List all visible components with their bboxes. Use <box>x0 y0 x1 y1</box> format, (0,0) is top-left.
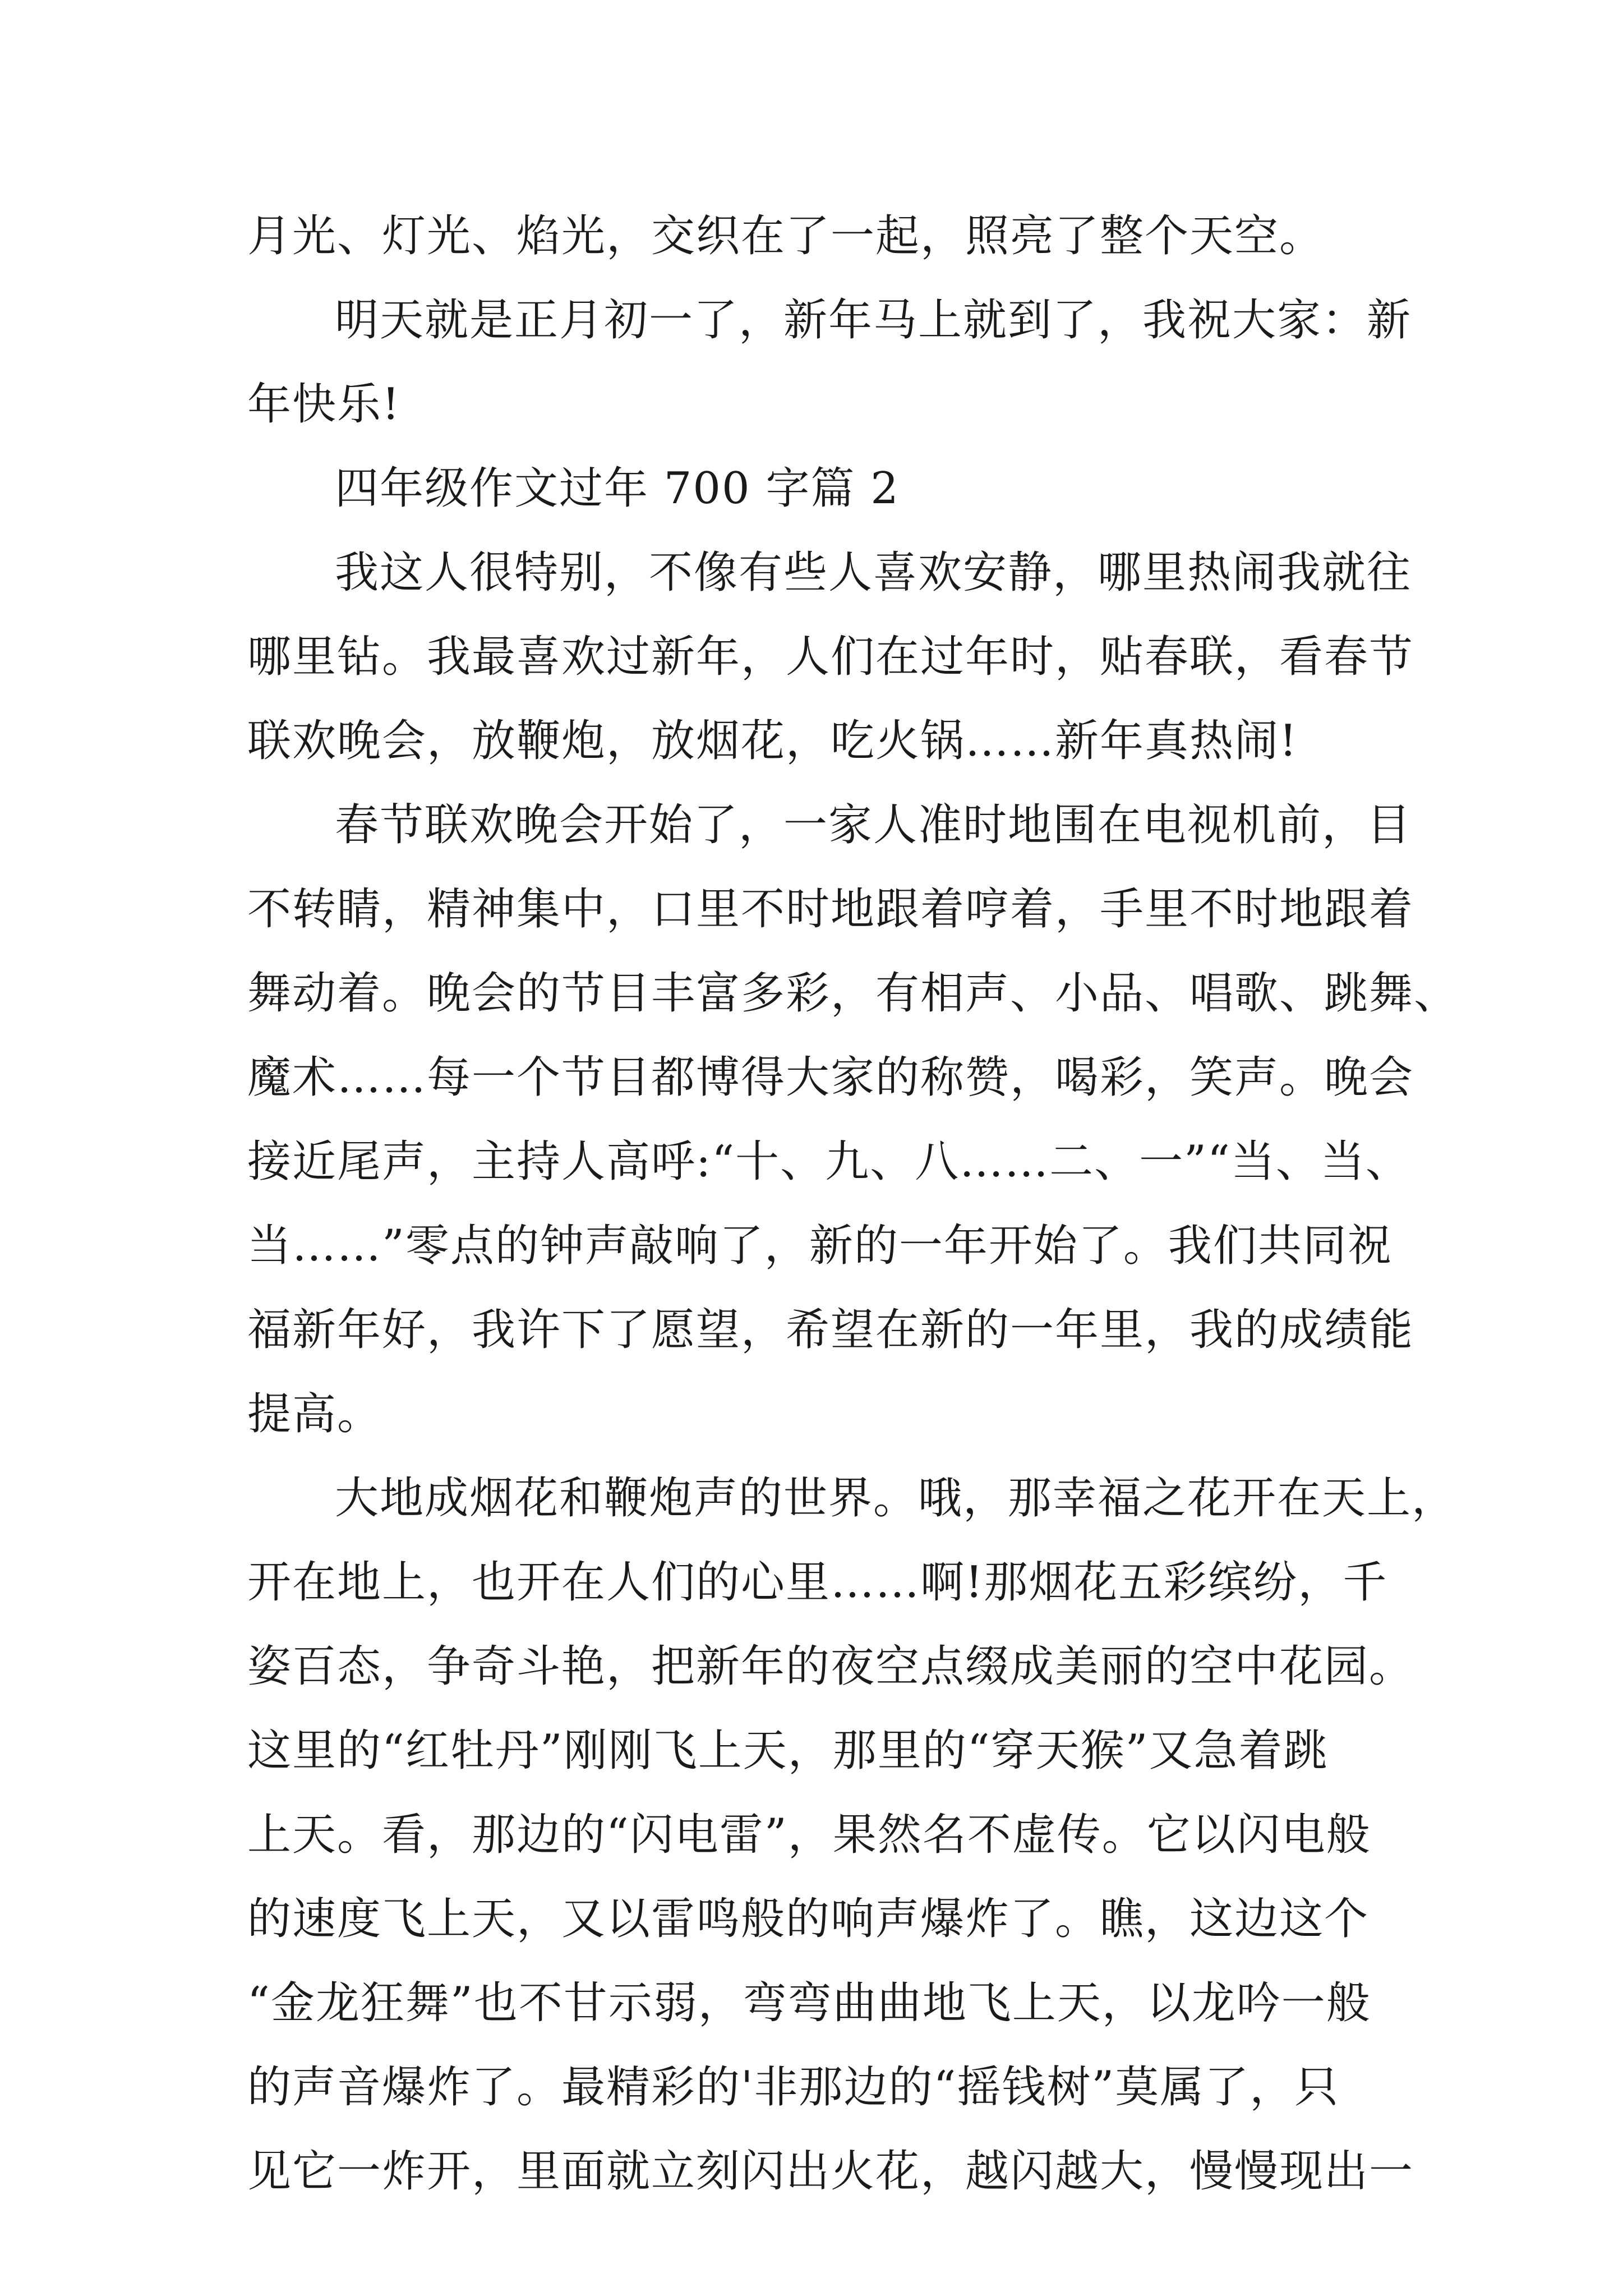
text-line: 见它一炸开，里面就立刻闪出火花，越闪越大，慢慢现出一 <box>247 2146 1414 2197</box>
text-line: 福新年好，我许下了愿望，希望在新的一年里，我的成绩能 <box>247 1305 1414 1355</box>
text-line: 姿百态，争奇斗艳，把新年的夜空点缀成美丽的空中花园。 <box>247 1641 1414 1692</box>
text-line: 提高。 <box>247 1389 382 1439</box>
text-line: “金龙狂舞”也不甘示弱，弯弯曲曲地飞上天，以龙吟一般 <box>247 1978 1371 2028</box>
paragraph <box>247 194 1391 278</box>
text-line: 魔术……每一个节目都博得大家的称赞，喝彩，笑声。晚会 <box>247 1052 1414 1103</box>
paragraph <box>247 278 1412 447</box>
text-line: 明天就是正月初一了，新年马上就到了，我祝大家：新 <box>335 295 1412 346</box>
text-line: 的速度飞上天，又以雷鸣般的响声爆炸了。瞧，这边这个 <box>247 1894 1370 1944</box>
text-line: 接近尾声，主持人高呼:“十、九、八……二、一”“当、当、 <box>247 1137 1410 1187</box>
text-line: 当……”零点的钟声敲响了，新的一年开始了。我们共同祝 <box>247 1221 1393 1271</box>
text-line: 哪里钻。我最喜欢过新年，人们在过年时，贴春联，看春节 <box>247 632 1414 682</box>
text-line: 舞动着。晚会的节目丰富多彩，有相声、小品、唱歌、跳舞、 <box>247 968 1459 1019</box>
text-line: 大地成烟花和鞭炮声的世界。哦，那幸福之花开在天上， <box>335 1473 1457 1524</box>
text-line: 的声音爆炸了。最精彩的'非那边的“摇钱树”莫属了，只 <box>247 2062 1340 2113</box>
text-line: 月光、灯光、焰光，交织在了一起，照亮了整个天空。 <box>247 211 1325 261</box>
text-line: 联欢晚会，放鞭炮，放烟花，吃火锅……新年真热闹! <box>247 716 1298 766</box>
text-line: 我这人很特别，不像有些人喜欢安静，哪里热闹我就往 <box>335 547 1412 598</box>
text-line: 这里的“红牡丹”刚刚飞上天，那里的“穿天猴”又急着跳 <box>247 1726 1329 1776</box>
text-line: 年快乐! <box>247 379 401 430</box>
text-line: 上天。看，那边的“闪电雷”，果然名不虚传。它以闪电般 <box>247 1810 1371 1860</box>
paragraph <box>247 1456 1457 2214</box>
text-line: 四年级作文过年 700 字篇 2 <box>335 463 900 514</box>
paragraph <box>247 783 1459 1456</box>
text-line: 开在地上，也开在人们的心里……啊!那烟花五彩缤纷，千 <box>247 1557 1388 1608</box>
text-line: 春节联欢晚会开始了，一家人准时地围在电视机前，目 <box>335 800 1412 850</box>
text-line: 不转睛，精神集中，口里不时地跟着哼着，手里不时地跟着 <box>247 884 1414 935</box>
paragraph <box>247 531 1414 783</box>
section-heading <box>247 447 1391 531</box>
essay-body <box>247 194 1459 2214</box>
